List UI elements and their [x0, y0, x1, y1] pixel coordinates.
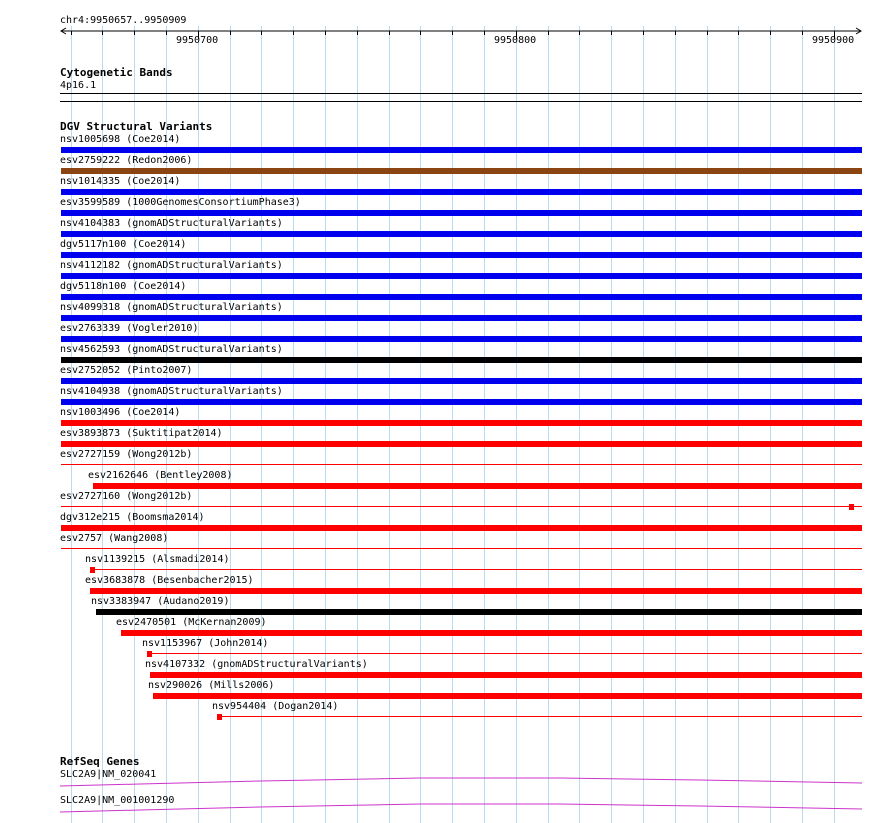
dgv-feature-label[interactable]: nsv4107332 (gnomADStructuralVariants) [145, 659, 368, 670]
dgv-feature-label[interactable]: nsv4112182 (gnomADStructuralVariants) [60, 260, 283, 271]
refseq-track-title: RefSeq Genes [60, 755, 140, 768]
dgv-feature-bar[interactable] [61, 378, 862, 384]
dgv-feature-bar[interactable] [61, 294, 862, 300]
cytoband-track-title: Cytogenetic Bands [60, 66, 173, 79]
cytoband-top-line [60, 93, 862, 94]
refseq-gene-label[interactable]: SLC2A9|NM_020041 [60, 769, 157, 780]
dgv-feature-endpoint-box[interactable] [849, 504, 854, 510]
dgv-feature-label[interactable]: esv3893873 (Suktitipat2014) [60, 428, 223, 439]
dgv-feature-label[interactable]: esv2727160 (Wong2012b) [60, 491, 193, 502]
dgv-feature-bar[interactable] [90, 569, 862, 570]
dgv-feature-label[interactable]: nsv4099318 (gnomADStructuralVariants) [60, 302, 283, 313]
ruler-tick-label: 9950800 [494, 35, 537, 46]
refseq-gene-intron-line[interactable] [60, 777, 864, 789]
dgv-feature-label[interactable]: nsv1139215 (Alsmadi2014) [85, 554, 230, 565]
dgv-feature-bar[interactable] [61, 548, 862, 549]
dgv-feature-label[interactable]: esv2757 (Wang2008) [60, 533, 169, 544]
cytoband-bottom-line [60, 101, 862, 102]
dgv-feature-endpoint-box[interactable] [90, 567, 95, 573]
cytoband-label[interactable]: 4p16.1 [60, 80, 97, 91]
dgv-feature-label[interactable]: esv3599589 (1000GenomesConsortiumPhase3) [60, 197, 301, 208]
dgv-feature-bar[interactable] [61, 147, 862, 153]
dgv-feature-bar[interactable] [61, 231, 862, 237]
dgv-feature-bar[interactable] [61, 525, 862, 531]
dgv-feature-label[interactable]: nsv1014335 (Coe2014) [60, 176, 181, 187]
dgv-feature-label[interactable]: nsv954404 (Dogan2014) [212, 701, 339, 712]
dgv-feature-bar[interactable] [61, 273, 862, 279]
ruler[interactable] [0, 26, 890, 48]
dgv-feature-bar[interactable] [147, 653, 862, 654]
dgv-feature-bar[interactable] [61, 506, 862, 507]
dgv-feature-bar[interactable] [61, 168, 862, 174]
refseq-gene-intron-line[interactable] [60, 803, 864, 815]
dgv-feature-bar[interactable] [121, 630, 862, 636]
dgv-feature-label[interactable]: esv2162646 (Bentley2008) [88, 470, 233, 481]
dgv-feature-label[interactable]: esv2759222 (Redon2006) [60, 155, 193, 166]
ruler-tick-label: 9950900 [812, 35, 855, 46]
dgv-feature-label[interactable]: nsv1003496 (Coe2014) [60, 407, 181, 418]
dgv-feature-bar[interactable] [96, 609, 862, 615]
dgv-feature-label[interactable]: esv2752052 (Pinto2007) [60, 365, 193, 376]
dgv-feature-bar[interactable] [61, 252, 862, 258]
dgv-feature-label[interactable]: esv2763339 (Vogler2010) [60, 323, 199, 334]
dgv-feature-bar[interactable] [61, 399, 862, 405]
dgv-feature-label[interactable]: nsv1153967 (John2014) [142, 638, 269, 649]
dgv-feature-label[interactable]: esv2470501 (McKernan2009) [116, 617, 267, 628]
dgv-track-title: DGV Structural Variants [60, 120, 213, 133]
dgv-feature-bar[interactable] [150, 672, 862, 678]
ruler-tick-label: 9950700 [176, 35, 219, 46]
dgv-feature-bar[interactable] [61, 441, 862, 447]
dgv-feature-bar[interactable] [61, 420, 862, 426]
dgv-feature-label[interactable]: nsv1005698 (Coe2014) [60, 134, 181, 145]
dgv-feature-label[interactable]: dgv5117n100 (Coe2014) [60, 239, 187, 250]
dgv-feature-endpoint-box[interactable] [217, 714, 222, 720]
dgv-feature-label[interactable]: esv3683878 (Besenbacher2015) [85, 575, 254, 586]
dgv-feature-bar[interactable] [93, 483, 862, 489]
dgv-feature-label[interactable]: nsv4104938 (gnomADStructuralVariants) [60, 386, 283, 397]
dgv-feature-bar[interactable] [61, 210, 862, 216]
dgv-feature-label[interactable]: dgv5118n100 (Coe2014) [60, 281, 187, 292]
dgv-feature-bar[interactable] [217, 716, 862, 717]
dgv-feature-bar[interactable] [61, 336, 862, 342]
dgv-feature-label[interactable]: dgv312e215 (Boomsma2014) [60, 512, 205, 523]
dgv-feature-bar[interactable] [153, 693, 862, 699]
dgv-feature-bar[interactable] [61, 357, 862, 363]
dgv-feature-label[interactable]: nsv4104383 (gnomADStructuralVariants) [60, 218, 283, 229]
dgv-feature-label[interactable]: esv2727159 (Wong2012b) [60, 449, 193, 460]
dgv-feature-bar[interactable] [90, 588, 862, 594]
dgv-feature-label[interactable]: nsv290026 (Mills2006) [148, 680, 275, 691]
dgv-feature-label[interactable]: nsv3383947 (Audano2019) [91, 596, 230, 607]
refseq-gene-label[interactable]: SLC2A9|NM_001001290 [60, 795, 175, 806]
dgv-feature-label[interactable]: nsv4562593 (gnomADStructuralVariants) [60, 344, 283, 355]
dgv-feature-bar[interactable] [61, 189, 862, 195]
dgv-feature-bar[interactable] [61, 315, 862, 321]
ruler-region-label: chr4:9950657..9950909 [60, 15, 187, 26]
dgv-feature-endpoint-box[interactable] [147, 651, 152, 657]
dgv-feature-bar[interactable] [61, 464, 862, 465]
